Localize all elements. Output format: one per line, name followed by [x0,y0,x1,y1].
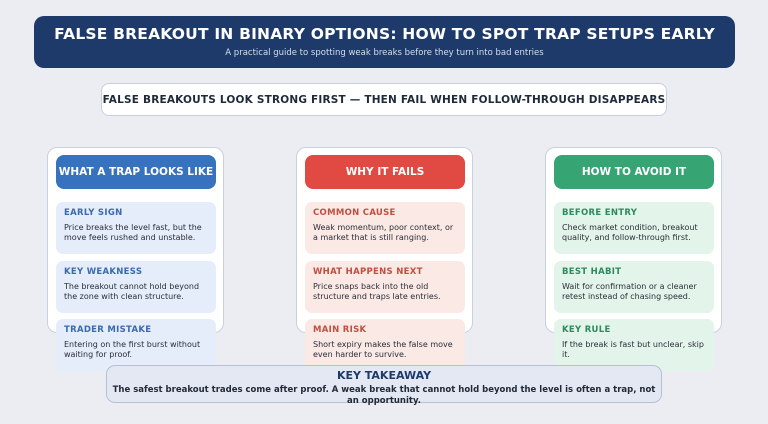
card-body: Price snaps back into the old structure and traps late entries. [313,282,441,301]
takeaway-title: KEY TAKEAWAY [336,369,432,382]
card-title: WHAT HAPPENS NEXT [313,267,423,277]
column-trap [47,147,224,359]
info-card [305,261,465,313]
header-banner [34,16,735,68]
card-body: Wait for confirmation or a cleaner retest instead of chasing speed. [562,282,697,301]
card-title: KEY WEAKNESS [64,267,143,277]
key-takeaway-box [106,365,662,406]
card-title: TRADER MISTAKE [64,325,152,335]
takeaway-text: The safest breakout trades come after proof. A weak break that cannot hold beyond the level is often a trap, not an opportunity. [112,385,656,406]
card-title: KEY RULE [562,325,611,335]
info-card [554,261,714,313]
headline-box: FALSE BREAKOUTS LOOK STRONG FIRST — THEN FAIL WHEN FOLLOW-THROUGH DISAPPEARS [101,83,667,116]
card-title: MAIN RISK [313,325,367,335]
card-title: BEST HABIT [562,267,622,277]
info-card [305,319,465,371]
card-title: COMMON CAUSE [313,208,396,218]
info-card [554,319,714,371]
column-header: WHAT A TRAP LOOKS LIKE [56,155,216,189]
column-why-fails [296,147,473,359]
card-body: Entering on the first burst without waiting for proof. [64,340,201,359]
info-card [554,202,714,254]
card-body: Check market condition, breakout quality, and follow-through first. [562,223,698,242]
info-card [305,202,465,254]
column-avoid [545,147,722,359]
card-title: BEFORE ENTRY [562,208,638,218]
card-body: Short expiry makes the false move even harder to survive. [313,340,453,359]
info-card [56,202,216,254]
info-card [56,319,216,371]
card-body: Price breaks the level fast, but the move feels rushed and unstable. [64,223,202,242]
card-body: If the break is fast but unclear, skip it. [562,340,704,359]
column-header: HOW TO AVOID IT [554,155,714,189]
page-subtitle: A practical guide to spotting weak breaks before they turn into bad entries [225,48,544,58]
page-title: FALSE BREAKOUT IN BINARY OPTIONS: HOW TO SPOT TRAP SETUPS EARLY [54,25,715,43]
card-body: The breakout cannot hold beyond the zone with clean structure. [64,282,200,301]
card-title: EARLY SIGN [64,208,123,218]
card-body: Weak momentum, poor context, or a market that is still ranging. [313,223,454,242]
info-card [56,261,216,313]
column-header: WHY IT FAILS [305,155,465,189]
